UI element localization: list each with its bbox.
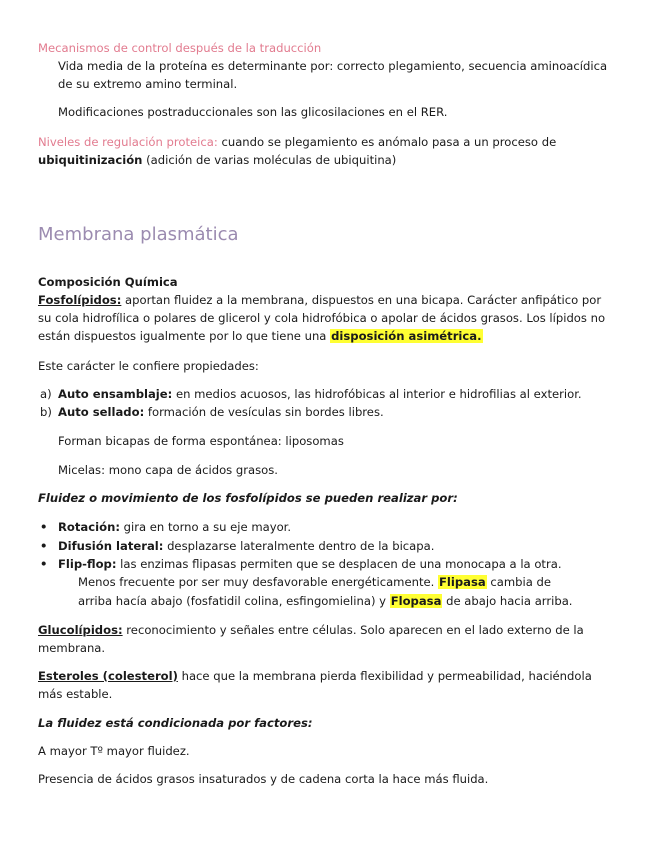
sterols-text: hace que la membrana pierda flexibilidad y permeabilidad, haciéndola más estable. <box>38 669 592 701</box>
flipflop-item <box>40 555 618 573</box>
flipflop-text: las enzimas flipasas permiten que se desplacen de una monocapa a la otra. <box>116 557 562 571</box>
chemical-composition-heading: Composición Química <box>38 275 178 289</box>
properties-intro: Este carácter le confiere propiedades: <box>38 359 259 373</box>
flipflop-text-2b: cambia de <box>486 575 552 589</box>
liposomes-paragraph: Forman bicapas de forma espontánea: liposomas <box>58 434 344 448</box>
bullet-icon: • <box>40 539 48 553</box>
phospholipids-text: aportan fluidez a la membrana, dispuestos en una bicapa. Carácter anfipático por su cola hidrofílica o polares de glicerol y cola hidrofóbica o apolar de ácidos grasos. Los lípidos no están dispuestos igualmente por lo que tiene una <box>38 293 606 343</box>
asymmetric-disposition-highlight: disposición asimétrica. <box>331 329 482 343</box>
factor-temperature: A mayor Tº mayor fluidez. <box>38 744 190 758</box>
regulation-text-end: (adición de varias moléculas de ubiquitina) <box>142 153 397 167</box>
movement-label: Rotación: <box>58 520 120 534</box>
property-label: Auto sellado: <box>58 405 145 419</box>
list-marker: a) <box>40 387 52 401</box>
flipflop-line-2 <box>78 573 618 591</box>
glycolipids-label: Glucolípidos: <box>38 623 123 637</box>
bullet-icon: • <box>40 520 48 534</box>
sterols-label: Esteroles (colesterol) <box>38 669 178 683</box>
movement-text: gira en torno a su eje mayor. <box>119 520 292 534</box>
factor-fatty-acids: Presencia de ácidos grasos insaturados y de cadena corta la hace más fluida. <box>38 772 489 786</box>
property-item <box>40 403 618 421</box>
glycolipids-text: reconocimiento y señales entre células. Solo aparecen en el lado externo de la membrana. <box>38 623 584 655</box>
flopase-highlight: Flopasa <box>390 594 442 608</box>
movement-item <box>40 537 618 555</box>
glycolipids-paragraph <box>38 621 618 657</box>
property-text: formación de vesículas sin bordes libres. <box>144 405 384 419</box>
post-translation-heading: Mecanismos de control después de la traducción <box>38 41 322 55</box>
property-item <box>40 385 618 403</box>
bullet-icon: • <box>40 557 48 571</box>
section-title-membrane: Membrana plasmática <box>38 224 239 245</box>
regulation-text: cuando se plegamiento es anómalo pasa a un proceso de <box>217 135 557 149</box>
flipflop-text-3b: de abajo hacia arriba. <box>442 594 573 608</box>
flipflop-text-2: Menos frecuente por ser muy desfavorable energéticamente. <box>78 575 438 589</box>
flipflop-text-3: arriba hacía abajo (fosfatidil colina, esfingomielina) y <box>78 594 390 608</box>
property-label: Auto ensamblaje: <box>58 387 173 401</box>
property-text: en medios acuosos, las hidrofóbicas al interior e hidrofilias al exterior. <box>172 387 582 401</box>
movement-text: desplazarse lateralmente dentro de la bicapa. <box>163 539 435 553</box>
micelles-paragraph: Micelas: mono capa de ácidos grasos. <box>58 463 278 477</box>
regulation-paragraph <box>38 133 618 169</box>
ubiquitination-term: ubiquitinización <box>38 153 143 167</box>
postranslational-paragraph: Modificaciones postraduccionales son las glicosilaciones en el RER. <box>58 105 448 119</box>
movement-item <box>40 518 618 536</box>
flipflop-label: Flip-flop: <box>58 557 117 571</box>
list-marker: b) <box>40 405 52 419</box>
movement-label: Difusión lateral: <box>58 539 164 553</box>
phospholipids-label: Fosfolípidos: <box>38 293 122 307</box>
flipase-highlight: Flipasa <box>439 575 486 589</box>
movement-heading: Fluidez o movimiento de los fosfolípidos se pueden realizar por: <box>38 491 458 505</box>
phospholipids-paragraph <box>38 291 618 345</box>
half-life-paragraph: Vida media de la proteína es determinante por: correcto plegamiento, secuencia aminoacídica de su extremo amino terminal. <box>58 59 608 91</box>
sterols-paragraph <box>38 667 618 703</box>
factors-heading: La fluidez está condicionada por factores: <box>38 716 313 730</box>
regulation-label: Niveles de regulación proteica: <box>38 135 218 149</box>
flipflop-line-3 <box>78 592 618 610</box>
